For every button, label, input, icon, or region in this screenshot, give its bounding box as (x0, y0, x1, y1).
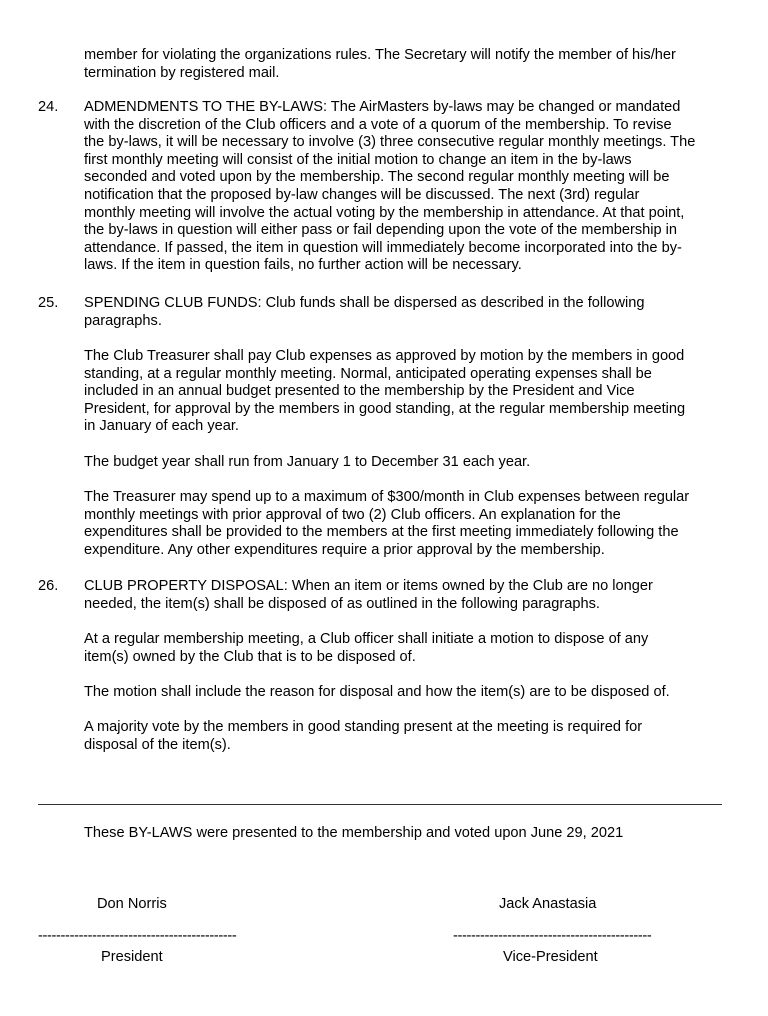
text-line: first monthly meeting will consist of the initial motion to change an item in the by-laws (84, 151, 632, 168)
section-paragraph (84, 489, 689, 559)
president-signature-line: -------------------------------------------- (38, 928, 237, 944)
text-line: expenditure. Any other expenditures require a prior approval by the membership. (84, 541, 605, 558)
text-line: seconded and voted upon by the membership. The second regular monthly meeting will be (84, 169, 670, 186)
text-line: laws. If the item in question fails, no further action will be necessary. (84, 257, 522, 274)
text-line: termination by registered mail. (84, 64, 280, 81)
section-paragraph (84, 454, 530, 472)
section-paragraph (84, 578, 653, 613)
text-line: The Treasurer may spend up to a maximum of $300/month in Club expenses between regular (84, 489, 690, 505)
president-title: President (101, 949, 163, 965)
text-line: standing, at a regular monthly meeting. Normal, anticipated operating expenses shall be (84, 365, 652, 382)
text-line: monthly meetings with prior approval of two (2) Club officers. An explanation for the (84, 506, 621, 523)
text-line: SPENDING CLUB FUNDS: Club funds shall be dispersed as described in the following (84, 295, 645, 311)
continuation-paragraph (84, 47, 676, 82)
text-line: needed, the item(s) shall be disposed of as outlined in the following paragraphs. (84, 595, 600, 612)
section-number: 26. (38, 578, 59, 594)
section-paragraph (84, 684, 670, 702)
text-line: the by-laws in question will either pass or fail depending upon the vote of the membership in (84, 222, 678, 239)
text-line: notification that the proposed by-law changes will be discussed. The next (3rd) regular (84, 186, 640, 203)
text-line: President, for approval by the members in good standing, at the regular membership meeting (84, 400, 686, 417)
section-paragraph (84, 719, 642, 754)
text-line: The budget year shall run from January 1 to December 31 each year. (84, 454, 531, 470)
text-line: The Club Treasurer shall pay Club expenses as approved by motion by the members in good (84, 348, 685, 364)
text-line: monthly meeting will involve the actual voting by the membership in attendance. At that point, (84, 204, 685, 221)
president-name: Don Norris (97, 896, 167, 912)
text-line: A majority vote by the members in good standing present at the meeting is required for (84, 719, 643, 735)
adoption-statement: These BY-LAWS were presented to the membership and voted upon June 29, 2021 (84, 825, 624, 841)
section-number: 24. (38, 99, 59, 115)
text-line: included in an annual budget presented to the membership by the President and Vice (84, 383, 635, 400)
text-line: The motion shall include the reason for disposal and how the item(s) are to be disposed of. (84, 684, 670, 700)
section-number: 25. (38, 295, 59, 311)
vice-president-signature-line: -------------------------------------------- (453, 928, 652, 944)
section-paragraph (84, 99, 695, 275)
text-line: the by-laws, it will be necessary to involve (3) three consecutive regular monthly meetings. The (84, 134, 696, 151)
text-line: At a regular membership meeting, a Club officer shall initiate a motion to dispose of any (84, 631, 649, 647)
text-line: member for violating the organizations rules. The Secretary will notify the member of his/her (84, 47, 676, 63)
section-paragraph (84, 631, 648, 666)
text-line: with the discretion of the Club officers and a vote of a quorum of the membership. To revise (84, 116, 672, 133)
text-line: expenditures shall be provided to the members at the first meeting immediately following the (84, 524, 679, 541)
text-line: CLUB PROPERTY DISPOSAL: When an item or items owned by the Club are no longer (84, 578, 653, 594)
divider-line (38, 804, 722, 805)
text-line: paragraphs. (84, 312, 162, 329)
section-paragraph (84, 295, 645, 330)
text-line: in January of each year. (84, 418, 239, 435)
vice-president-name: Jack Anastasia (499, 896, 597, 912)
text-line: item(s) owned by the Club that is to be disposed of. (84, 648, 416, 665)
vice-president-title: Vice-President (503, 949, 598, 965)
section-paragraph (84, 348, 685, 436)
text-line: disposal of the item(s). (84, 736, 231, 753)
text-line: ADMENDMENTS TO THE BY-LAWS: The AirMasters by-laws may be changed or mandated (84, 99, 681, 115)
text-line: attendance. If passed, the item in question will immediately become incorporated into the by- (84, 239, 682, 256)
